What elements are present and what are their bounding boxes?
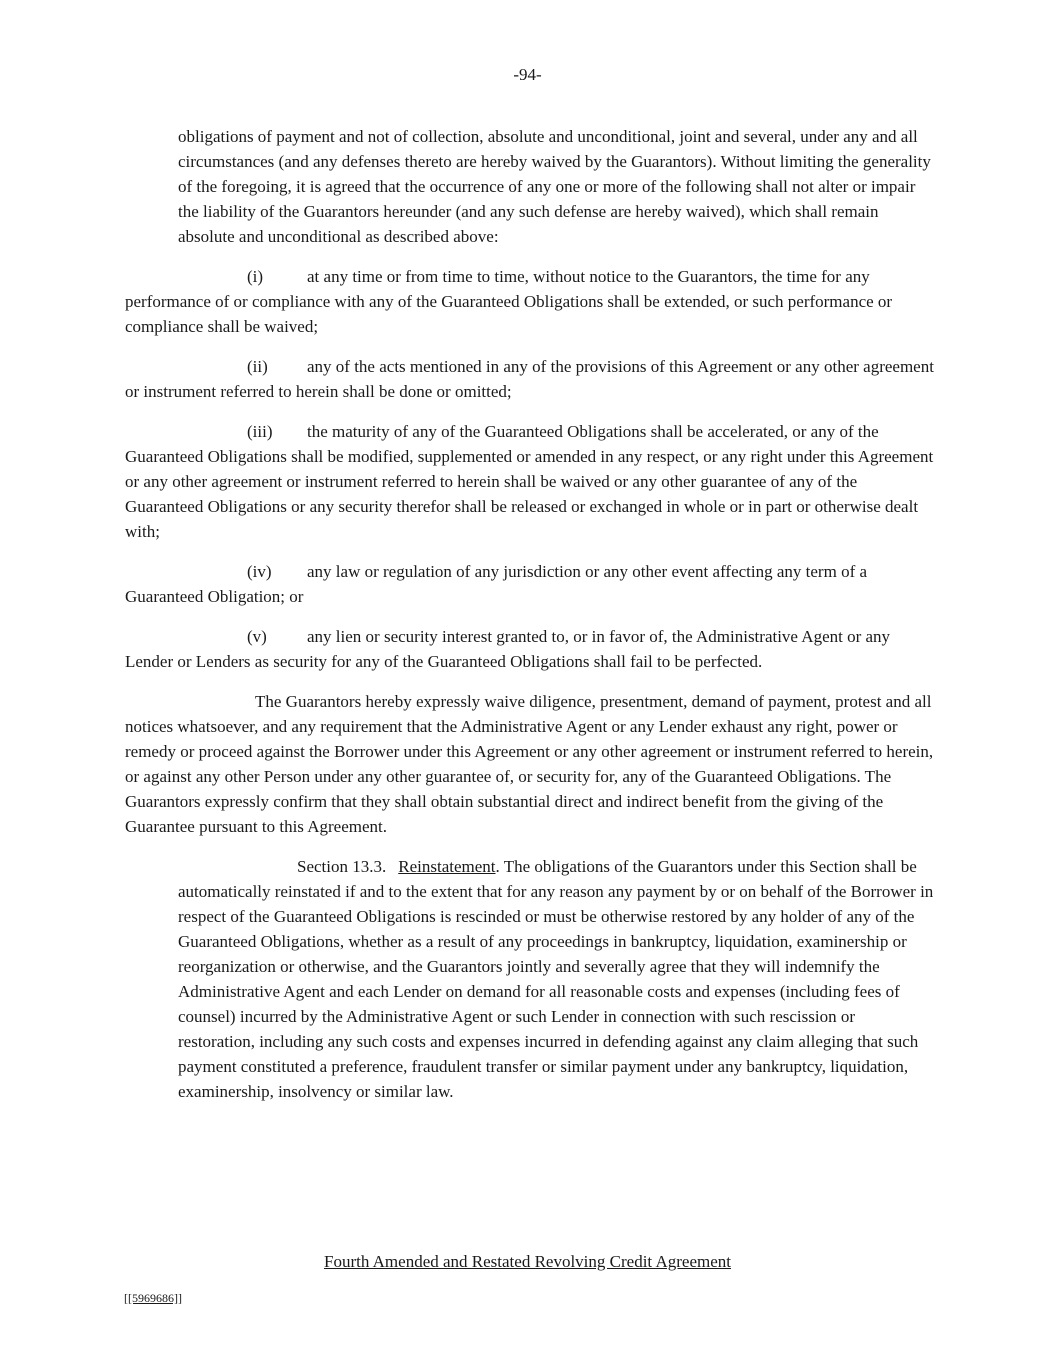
clause-text: any of the acts mentioned in any of the provisions of this Agreement or any other agreement or instrument referred to herein shall be done or omitted; [125,357,934,401]
clause-text: the maturity of any of the Guaranteed Obligations shall be accelerated, or any of the Guaranteed Obligations shall be modified, supplemented or amended in any respect, or any right under this Agreement or any other agreement or instrument referred to herein shall be waived or any other guarantee of any of the Guaranteed Obligations or any security therefor shall be released or exchanged in whole or in part or otherwise dealt with; [125,422,934,541]
page-content [125,124,935,1104]
clause-text: any lien or security interest granted to, or in favor of, the Administrative Agent or any Lender or Lenders as security for any of the Guaranteed Obligations shall fail to be perfected. [125,627,891,671]
page-number: -94- [513,65,542,84]
footer-agreement-title: Fourth Amended and Restated Revolving Credit Agreement [324,1252,731,1271]
section-label: Section 13.3. [297,857,387,876]
clause-marker: (v) [247,627,267,646]
section-body: . The obligations of the Guarantors under this Section shall be automatically reinstated if and to the extent that for any reason any payment by or on behalf of the Borrower in respect of the Guaranteed Obligations is rescinded or must be otherwise restored by any holder of any of the Guaranteed Obligations, whether as a result of any proceedings in bankruptcy, liquidation, examinership or reorganization or otherwise, and the Guarantors jointly and severally agree that they will indemnify the Administrative Agent and each Lender on demand for all reasonable costs and expenses (including fees of counsel) incurred by the Administrative Agent or such Lender in connection with such rescission or restoration, including any such costs and expenses incurred in defending against any claim alleging that such payment constituted a preference, fraudulent transfer or similar payment under any bankruptcy, liquidation, examinership, insolvency or similar law. [178,857,934,1101]
clause-text: at any time or from time to time, without notice to the Guarantors, the time for any performance of or compliance with any of the Guaranteed Obligations shall be extended, or such performance or compliance shall be waived; [125,267,893,336]
clause-text: any law or regulation of any jurisdiction or any other event affecting any term of a Guaranteed Obligation; or [125,562,868,606]
clause-marker: (iii) [247,422,273,441]
document-id-stamp: [[5969686]] [124,1291,182,1305]
clause-marker: (ii) [247,357,268,376]
clause-marker: (iv) [247,562,272,581]
clause-item-i [125,264,935,339]
clause-marker: (i) [247,267,264,286]
section-13-3-paragraph [178,854,935,1104]
section-heading: Reinstatement [398,857,496,876]
clause-item-v [125,624,935,674]
clause-item-iv [125,559,935,609]
opening-paragraph: obligations of payment and not of collection, absolute and unconditional, joint and several, under any and all circumstances (and any defenses thereto are hereby waived by the Guarantors). Without limiting the generality of the foregoing, it is agreed that the occurrence of any one or more of the following shall not alter or impair the liability of the Guarantors hereunder (and any such defense are hereby waived), which shall remain absolute and unconditional as described above: [178,127,931,246]
clause-item-iii [125,419,935,544]
waiver-paragraph: The Guarantors hereby expressly waive diligence, presentment, demand of payment, protest and all notices whatsoever, and any requirement that the Administrative Agent or any Lender exhaust any right, power or remedy or proceed against the Borrower under this Agreement or any other agreement or instrument referred to herein, or against any other Person under any other guarantee of, or security for, any of the Guaranteed Obligations. The Guarantors expressly confirm that they shall obtain substantial direct and indirect benefit from the giving of the Guarantee pursuant to this Agreement. [125,692,934,836]
clause-item-ii [125,354,935,404]
